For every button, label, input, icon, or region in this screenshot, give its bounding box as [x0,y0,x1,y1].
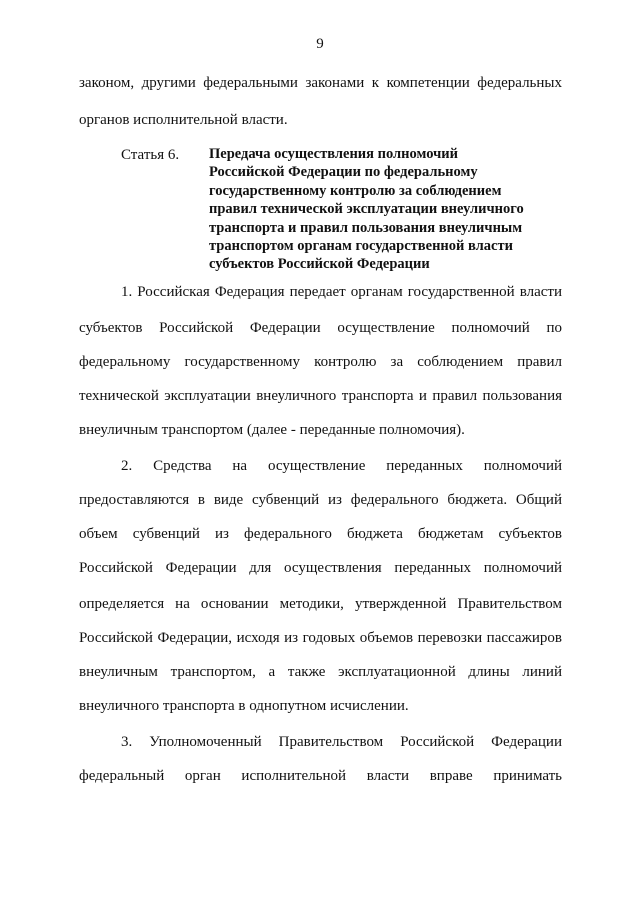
paragraph2-line: Российской Федерации для осуществления переданных полномочий [79,560,562,576]
article-title-line: Российской Федерации по федеральному [209,164,478,181]
paragraph3-line: 3. Уполномоченный Правительством Российской Федерации [121,734,562,750]
article-title-line: правил технической эксплуатации внеуличного [209,201,524,218]
paragraph2-line: предоставляются в виде субвенций из федерального бюджета. Общий [79,492,562,508]
paragraph1-line: внеуличным транспортом (далее - переданные полномочия). [79,422,465,438]
article-title-line: субъектов Российской Федерации [209,256,430,273]
paragraph2-line: определяется на основании методики, утвержденной Правительством [79,596,562,612]
article-label: Статья 6. [121,147,180,163]
paragraph1-line: 1. Российская Федерация передает органам государственной власти [121,284,562,300]
article-title-line: государственному контролю за соблюдением [209,182,502,199]
paragraph1-line: федеральному государственному контролю за соблюдением правил [79,354,562,370]
intro-line-2: органов исполнительной власти. [79,112,288,128]
paragraph2-line: Российской Федерации, исходя из годовых объемов перевозки пассажиров [79,630,562,646]
paragraph3-line: федеральный орган исполнительной власти вправе принимать [79,768,562,784]
paragraph2-line: 2. Средства на осуществление переданных полномочий [121,458,562,474]
article-title-line: транспортом органам государственной власти [209,238,513,255]
article-title-line: Передача осуществления полномочий [209,146,458,162]
paragraph2-line: внеуличного транспорта в однопутном исчислении. [79,698,409,714]
intro-line-1: законом, другими федеральными законами к компетенции федеральных [79,75,562,91]
paragraph1-line: субъектов Российской Федерации осуществление полномочий по [79,320,562,336]
paragraph2-line: объем субвенций из федерального бюджета бюджетам субъектов [79,526,562,542]
article-title-line: транспорта и правил пользования внеуличным [209,219,523,236]
paragraph1-line: технической эксплуатации внеуличного транспорта и правил пользования [79,388,562,404]
article-title [209,145,539,274]
paragraph2-line: внеуличным транспортом, а также эксплуатационной длины линий [79,664,562,680]
page-number: 9 [316,36,324,52]
